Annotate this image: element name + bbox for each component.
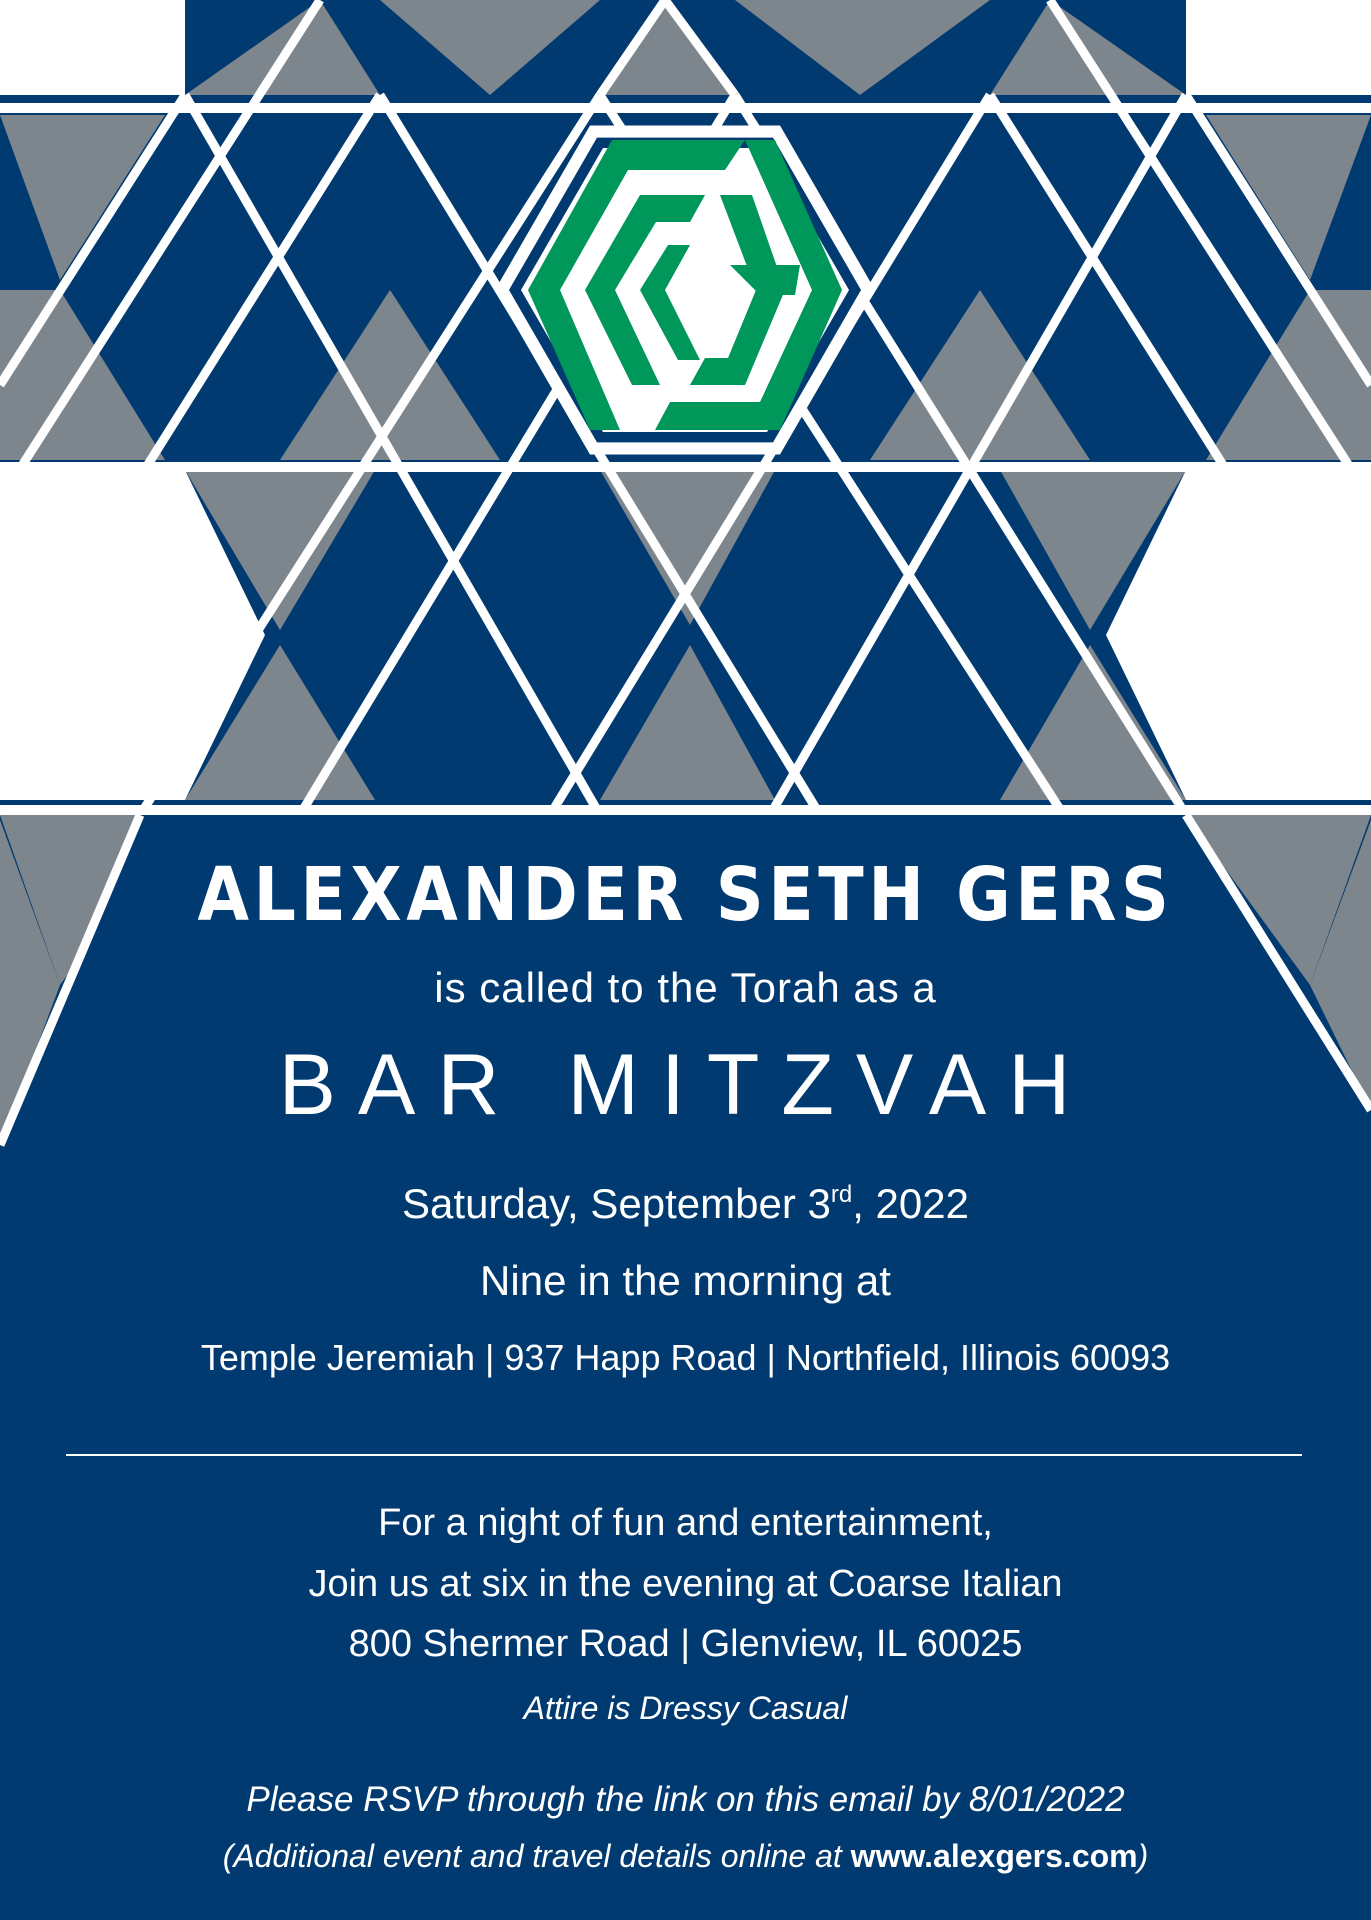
date-main: Saturday, September 3	[402, 1180, 831, 1227]
divider	[66, 1454, 1302, 1456]
called-line: is called to the Torah as a	[434, 964, 937, 1011]
honoree-name: ALEXANDER SETH GERS	[197, 852, 1174, 938]
attire-note: Attire is Dressy Casual	[523, 1690, 848, 1726]
details-line	[0, 1838, 1371, 1875]
venue-address: Temple Jeremiah | 937 Happ Road | Northfield, Illinois 60093	[200, 1337, 1171, 1378]
white-band-3	[0, 805, 1371, 815]
party-join: Join us at six in the evening at Coarse Italian	[308, 1563, 1063, 1605]
white-corner-tr	[1186, 0, 1371, 95]
website-link[interactable]: www.alexgers.com	[850, 1838, 1138, 1874]
rsvp-line: Please RSVP through the link on this email by 8/01/2022	[246, 1780, 1125, 1819]
white-band-2	[0, 462, 1371, 472]
white-band-1	[0, 103, 1371, 113]
event-time: Nine in the morning at	[480, 1257, 891, 1304]
party-address: 800 Shermer Road | Glenview, IL 60025	[348, 1623, 1023, 1665]
event-date	[0, 1180, 1371, 1228]
date-year: , 2022	[852, 1180, 969, 1227]
event-title: BAR MITZVAH	[278, 1037, 1093, 1133]
details-prefix: (Additional event and travel details online at	[222, 1838, 851, 1874]
white-corner-tl	[0, 0, 185, 95]
date-suffix: rd	[830, 1181, 853, 1208]
details-suffix: )	[1137, 1838, 1149, 1874]
party-intro: For a night of fun and entertainment,	[378, 1502, 993, 1544]
